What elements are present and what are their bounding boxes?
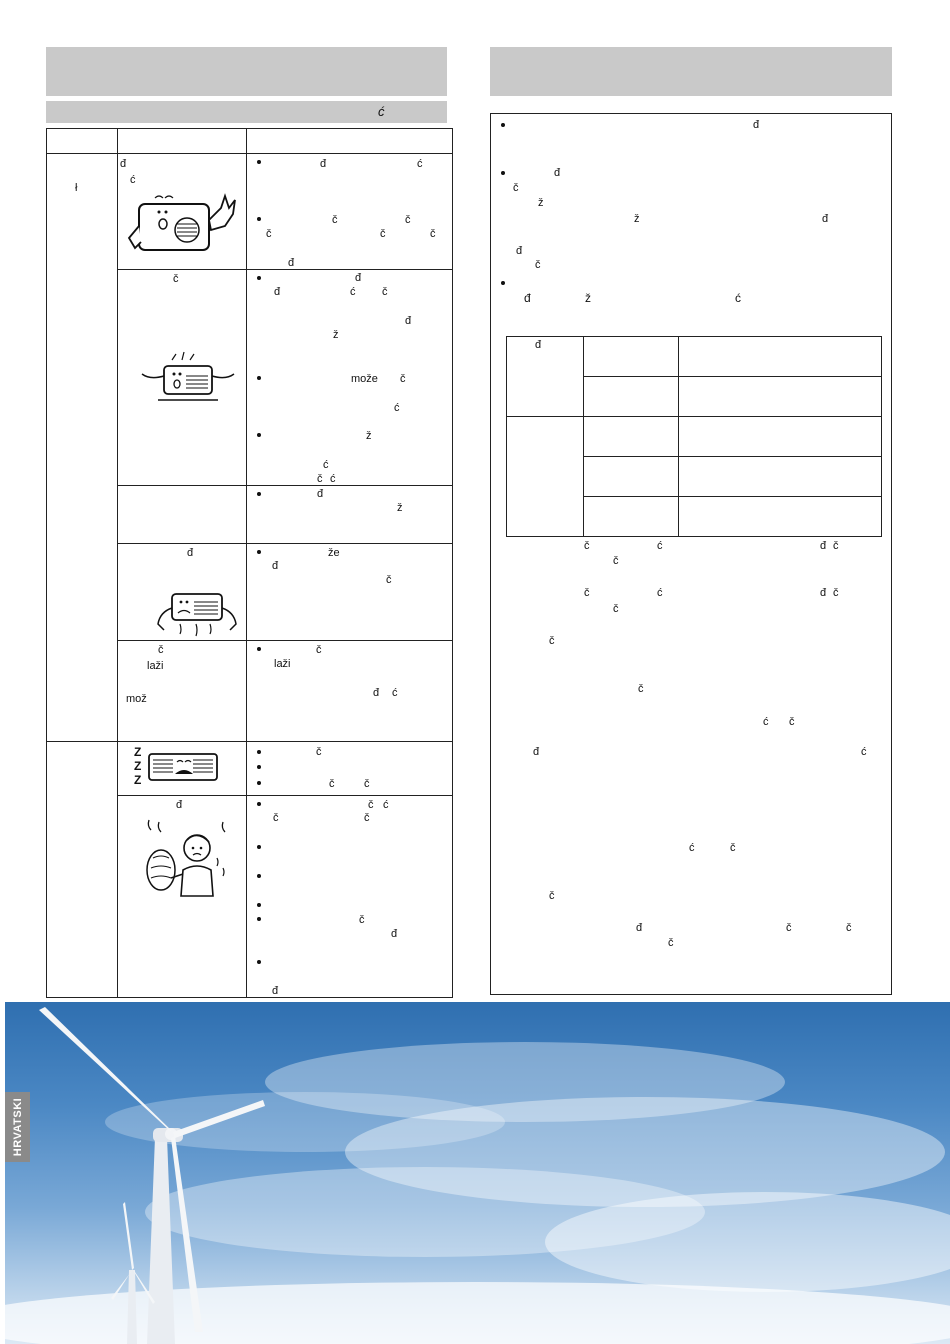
rb-g13: ć <box>763 716 769 728</box>
rb-g5: č <box>613 555 619 567</box>
r1-c3-g2: ć <box>417 158 423 170</box>
r1-c3-g4: č <box>405 214 411 226</box>
r1-c2-glyph-2: ć <box>130 174 136 186</box>
r2-c3-g5: đ <box>405 315 412 327</box>
col-divider-1 <box>117 128 118 998</box>
rt-bullet-2 <box>501 171 505 175</box>
right-content-box <box>490 113 892 995</box>
r4-c2-glyph: đ <box>187 547 194 559</box>
rt-g10: ž <box>585 291 591 305</box>
r7-c3-g4: č <box>364 812 370 824</box>
row-line-6 <box>117 795 453 796</box>
r2-bullet-1 <box>257 276 261 280</box>
r6-bullet-3 <box>257 781 261 785</box>
r1-c3-g3: č <box>332 214 338 226</box>
rb-g6: č <box>584 587 590 599</box>
r1-c3-g5: č <box>266 228 272 240</box>
rt-g5: ž <box>634 213 640 225</box>
person-hot-fan-icon <box>139 818 235 898</box>
rb-g11: č <box>549 635 555 647</box>
r7-c3-g7: đ <box>272 985 279 997</box>
rt-g1: đ <box>753 119 760 131</box>
r7-bullet-4 <box>257 903 261 907</box>
unit-shrug-icon <box>138 350 238 402</box>
r1-bullet-2 <box>257 217 261 221</box>
inner-row-4 <box>583 496 882 497</box>
r4-bullet-1 <box>257 550 261 554</box>
header-row-line <box>46 153 453 154</box>
r5-c3-g2: laži <box>274 658 291 670</box>
r7-bullet-5 <box>257 917 261 921</box>
subtitle-glyph: ć <box>378 104 385 119</box>
rb-g3: đ <box>820 540 827 552</box>
inner-col-2 <box>678 336 679 537</box>
rt-bullet-3 <box>501 281 505 285</box>
rt-g4: ž <box>538 197 544 209</box>
rb-g22: č <box>846 922 852 934</box>
zzz-2: Z <box>134 759 142 773</box>
r6-c3-g2: č <box>329 778 335 790</box>
r4-c3-g2: đ <box>272 560 279 572</box>
r2-c3-g4: č <box>382 286 388 298</box>
rt-g6: đ <box>822 213 829 225</box>
rt-g11: ć <box>735 291 741 305</box>
row-line-2 <box>117 485 453 486</box>
r7-bullet-2 <box>257 845 261 849</box>
r6-c3-g3: č <box>364 778 370 790</box>
r3-bullet-1 <box>257 492 261 496</box>
r2-c2-glyph: č <box>173 273 179 285</box>
rb-g19: č <box>549 890 555 902</box>
rb-g21: č <box>786 922 792 934</box>
inner-row-3 <box>583 456 882 457</box>
r3-c3-g2: ž <box>397 502 403 514</box>
rb-g15: đ <box>533 746 540 758</box>
r7-bullet-6 <box>257 960 261 964</box>
r5-c2-g3: mož <box>126 693 147 705</box>
group-line <box>46 741 453 742</box>
zzz-3: Z <box>134 773 142 787</box>
wind-turbine-photo <box>5 1002 950 1344</box>
r1-c3-g7: č <box>430 228 436 240</box>
r5-c2-g1: č <box>158 644 164 656</box>
r7-c3-g5: č <box>359 914 365 926</box>
rt-g9: đ <box>524 291 531 305</box>
rb-g14: č <box>789 716 795 728</box>
r7-bullet-3 <box>257 874 261 878</box>
r7-c3-g2: ć <box>383 799 389 811</box>
r5-bullet-1 <box>257 647 261 651</box>
r2-c3-g2: đ <box>274 286 281 298</box>
r1-c3-g6: č <box>380 228 386 240</box>
right-box-border <box>490 113 892 995</box>
rt-bullet-1 <box>501 123 505 127</box>
r2-c3-g11: ć <box>323 459 329 471</box>
rb-g7: ć <box>657 587 663 599</box>
r3-c3-g1: đ <box>317 488 324 500</box>
table-border <box>46 128 453 998</box>
rt-g7: đ <box>516 245 523 257</box>
inner-cell-1: đ <box>535 339 542 351</box>
language-side-tab-label: HRVATSKI <box>11 1097 24 1157</box>
r1-c2-glyph-1: đ <box>120 158 127 170</box>
rb-g2: ć <box>657 540 663 552</box>
inner-table-border <box>506 336 882 537</box>
r1-c3-g8: đ <box>288 257 295 269</box>
r1-bullet-1 <box>257 160 261 164</box>
r4-c3-g3: č <box>386 574 392 586</box>
left-title-bar <box>46 47 447 96</box>
rb-g10: č <box>613 603 619 615</box>
r5-c3-g1: č <box>316 644 322 656</box>
unit-sleeping-icon <box>147 748 221 784</box>
r7-c3-g1: č <box>368 799 374 811</box>
wind-turbine-icon <box>5 1002 950 1344</box>
r2-bullet-2 <box>257 376 261 380</box>
r7-c2-glyph: đ <box>176 799 183 811</box>
r7-c3-g6: đ <box>391 928 398 940</box>
r1-c3-g1: đ <box>320 158 327 170</box>
r2-c3-g6: ž <box>333 329 339 341</box>
r2-c3-g10: ž <box>366 430 372 442</box>
r5-c3-g3: đ <box>373 687 380 699</box>
unit-dripping-icon <box>150 586 240 638</box>
rb-g9: č <box>833 587 839 599</box>
left-subtitle-bar <box>46 101 447 123</box>
rb-g16: ć <box>861 746 867 758</box>
unit-stop-hand-icon <box>125 190 240 252</box>
rb-g23: č <box>668 937 674 949</box>
language-side-tab <box>5 1092 30 1162</box>
row-line-4 <box>117 640 453 641</box>
r5-c2-g2: laži <box>147 660 164 672</box>
r2-c3-g9: ć <box>394 402 400 414</box>
rb-g17: ć <box>689 842 695 854</box>
rb-g1: č <box>584 540 590 552</box>
row-line-3 <box>117 543 453 544</box>
rt-g8: č <box>535 259 541 271</box>
rb-g4: č <box>833 540 839 552</box>
r6-bullet-1 <box>257 750 261 754</box>
group-1-glyph: ł <box>75 182 78 194</box>
col-divider-2 <box>246 128 247 998</box>
r2-c3-g1: đ <box>355 272 362 284</box>
r2-c3-g13: ć <box>330 473 336 485</box>
troubleshoot-table <box>46 128 453 998</box>
right-title-bar <box>490 47 892 96</box>
rb-g20: đ <box>636 922 643 934</box>
zzz-1: Z <box>134 745 142 759</box>
inner-row-2 <box>506 416 882 417</box>
r6-bullet-2 <box>257 765 261 769</box>
rb-g8: đ <box>820 587 827 599</box>
r2-c3-g12: č <box>317 473 323 485</box>
r4-c3-g1: že <box>328 547 340 559</box>
r5-c3-g4: ć <box>392 687 398 699</box>
r6-c3-g1: č <box>316 746 322 758</box>
r7-c3-g3: č <box>273 812 279 824</box>
row-line-1 <box>117 269 453 270</box>
sleeping-zzz <box>132 746 146 790</box>
r2-c3-g3: ć <box>350 286 356 298</box>
rb-g12: č <box>638 683 644 695</box>
inner-row-1 <box>583 376 882 377</box>
rb-g18: č <box>730 842 736 854</box>
r2-c3-g8: č <box>400 373 406 385</box>
inner-col-1 <box>583 336 584 537</box>
r7-bullet-1 <box>257 802 261 806</box>
rt-g3: č <box>513 182 519 194</box>
inner-table <box>506 336 882 537</box>
rt-g2: đ <box>554 167 561 179</box>
r2-c3-g7: može <box>351 373 378 385</box>
r2-bullet-3 <box>257 433 261 437</box>
